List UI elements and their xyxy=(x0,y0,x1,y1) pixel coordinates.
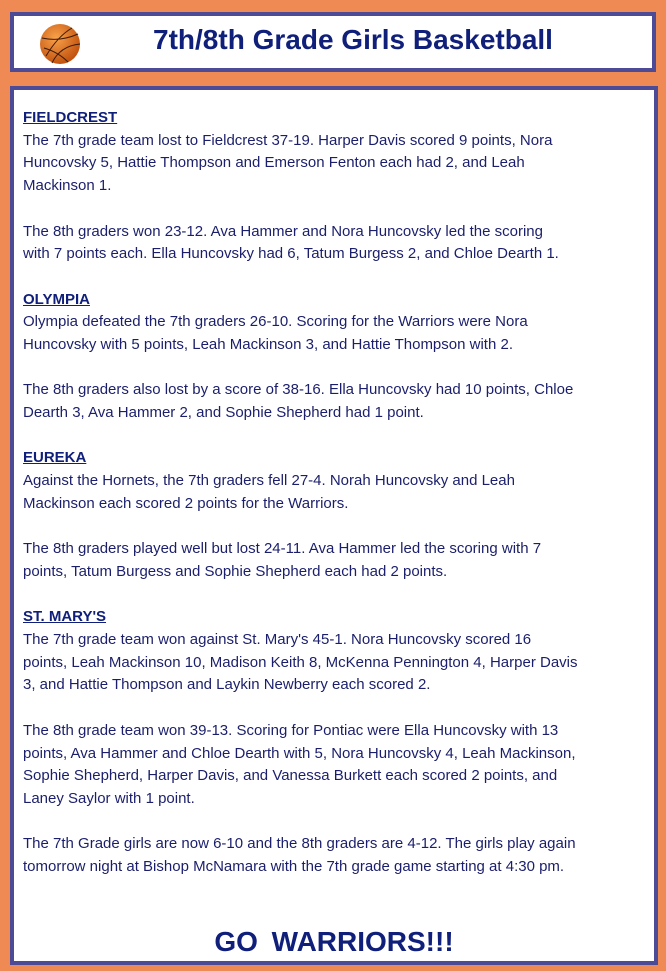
spacer xyxy=(23,516,578,539)
paragraph-line: Huncovsky 5, Hattie Thompson and Emerson Fenton each had 2, and Leah xyxy=(23,154,525,172)
paragraph-line: The 7th Grade girls are now 6-10 and the 8th graders are 4-12. The girls play again xyxy=(23,835,576,853)
closing-slogan: GO WARRIORS!!! xyxy=(214,926,454,957)
paragraph-line: Laney Saylor with 1 point. xyxy=(23,789,195,807)
paragraph-line: points, Leah Mackinson 10, Madison Keith 8, McKenna Pennington 4, Harper Davis xyxy=(23,653,578,671)
paragraph-line: points, Ava Hammer and Chloe Dearth with 5, Nora Huncovsky 4, Leah Mackinson, xyxy=(23,744,576,762)
paragraph-line: Mackinson 1. xyxy=(23,177,112,195)
spacer xyxy=(23,266,578,289)
paragraph-line: points, Tatum Burgess and Sophie Shepherd each had 2 points. xyxy=(23,562,448,580)
section-heading: FIELDCREST xyxy=(23,109,118,126)
page-title: 7th/8th Grade Girls Basketball xyxy=(153,24,553,55)
paragraph-line: The 8th graders played well but lost 24-11. Ava Hammer led the scoring with 7 xyxy=(23,540,542,558)
section-heading: EUREKA xyxy=(23,449,87,467)
spacer xyxy=(23,584,578,607)
spacer xyxy=(23,357,578,380)
paragraph-line: Dearth 3, Ava Hammer 2, and Sophie Shepherd had 1 point. xyxy=(23,404,424,422)
paragraph-line: Sophie Shepherd, Harper Davis, and Vanessa Burkett each scored 2 points, and xyxy=(23,767,558,785)
spacer xyxy=(23,697,578,720)
spacer xyxy=(23,198,578,221)
paragraph-line: The 8th graders won 23-12. Ava Hammer and Nora Huncovsky led the scoring xyxy=(23,222,543,240)
paragraph-line: 3, and Hattie Thompson and Laykin Newberry each scored 2. xyxy=(23,676,431,694)
paragraph-line: Against the Hornets, the 7th graders fell 27-4. Norah Huncovsky and Leah xyxy=(23,472,515,490)
spacer xyxy=(23,425,578,448)
paragraph-line: tomorrow night at Bishop McNamara with the 7th grade game starting at 4:30 pm. xyxy=(23,858,565,876)
paragraph-line: The 7th grade team won against St. Mary's 45-1. Nora Huncovsky scored 16 xyxy=(23,631,532,649)
paragraph-line: Huncovsky with 5 points, Leah Mackinson 3, and Hattie Thompson with 2. xyxy=(23,336,513,353)
section-heading: ST. MARY'S xyxy=(23,608,107,626)
paragraph-line: with 7 points each. Ella Huncovsky had 6, Tatum Burgess 2, and Chloe Dearth 1. xyxy=(23,245,559,263)
paragraph-line: Mackinson each scored 2 points for the Warriors. xyxy=(23,494,349,512)
header-banner xyxy=(10,12,656,72)
paragraph-line: The 8th graders also lost by a score of 38-16. Ella Huncovsky had 10 points, Chloe xyxy=(23,381,574,399)
paragraph-line: Olympia defeated the 7th graders 26-10. Scoring for the Warriors were Nora xyxy=(23,313,528,331)
article-content xyxy=(23,107,578,879)
spacer xyxy=(23,811,578,834)
section-heading: OLYMPIA xyxy=(23,290,90,308)
paragraph-line: The 8th grade team won 39-13. Scoring for Pontiac were Ella Huncovsky with 13 xyxy=(23,721,559,739)
paragraph-line: The 7th grade team lost to Fieldcrest 37-19. Harper Davis scored 9 points, Nora xyxy=(23,131,553,149)
article-body xyxy=(10,86,658,965)
